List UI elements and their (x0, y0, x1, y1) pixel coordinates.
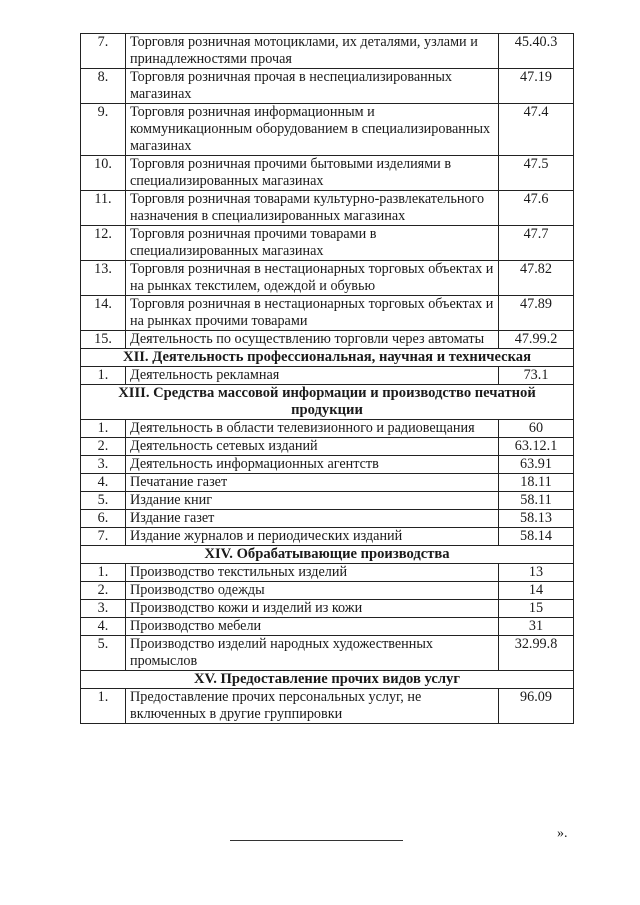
activity-name: Производство одежды (126, 582, 499, 600)
row-number: 1. (81, 420, 126, 438)
table-row (81, 261, 574, 296)
table-row (81, 456, 574, 474)
table-row (81, 69, 574, 104)
activity-name: Деятельность рекламная (126, 367, 499, 385)
section-header-row (81, 385, 574, 420)
activity-name: Торговля розничная в нестационарных торговых объектах и на рынках текстилем, одеждой и обувью (126, 261, 499, 296)
activity-name: Производство мебели (126, 618, 499, 636)
table-row (81, 564, 574, 582)
section-title: XV. Предоставление прочих видов услуг (81, 671, 574, 689)
row-number: 15. (81, 331, 126, 349)
row-number: 3. (81, 456, 126, 474)
table-row (81, 528, 574, 546)
table-row (81, 226, 574, 261)
okved-code: 58.13 (499, 510, 574, 528)
row-number: 14. (81, 296, 126, 331)
table-row (81, 600, 574, 618)
row-number: 4. (81, 474, 126, 492)
okved-code: 13 (499, 564, 574, 582)
table-row (81, 582, 574, 600)
okved-code: 47.89 (499, 296, 574, 331)
okved-code: 63.12.1 (499, 438, 574, 456)
row-number: 13. (81, 261, 126, 296)
okved-code: 45.40.3 (499, 34, 574, 69)
activity-name: Печатание газет (126, 474, 499, 492)
table-row (81, 689, 574, 724)
row-number: 9. (81, 104, 126, 156)
okved-code: 96.09 (499, 689, 574, 724)
okved-code: 58.14 (499, 528, 574, 546)
activity-name: Деятельность в области телевизионного и радиовещания (126, 420, 499, 438)
okved-code: 47.5 (499, 156, 574, 191)
activity-name: Издание книг (126, 492, 499, 510)
table-row (81, 34, 574, 69)
table-row (81, 367, 574, 385)
row-number: 11. (81, 191, 126, 226)
activity-name: Торговля розничная мотоциклами, их деталями, узлами и принадлежностями прочая (126, 34, 499, 69)
closing-quote: ». (557, 826, 568, 841)
row-number: 2. (81, 438, 126, 456)
table-row (81, 636, 574, 671)
row-number: 2. (81, 582, 126, 600)
okved-code: 31 (499, 618, 574, 636)
okved-code: 58.11 (499, 492, 574, 510)
okved-code: 47.82 (499, 261, 574, 296)
separator-line (230, 840, 403, 841)
section-header-row (81, 546, 574, 564)
row-number: 1. (81, 367, 126, 385)
row-number: 12. (81, 226, 126, 261)
okved-code: 47.6 (499, 191, 574, 226)
table-row (81, 474, 574, 492)
table-row (81, 420, 574, 438)
row-number: 6. (81, 510, 126, 528)
row-number: 7. (81, 528, 126, 546)
classifier-table (80, 33, 574, 724)
activity-name: Торговля розничная товарами культурно-развлекательного назначения в специализированных магазинах (126, 191, 499, 226)
okved-code: 18.11 (499, 474, 574, 492)
section-header-row (81, 671, 574, 689)
table-row (81, 191, 574, 226)
activity-name: Торговля розничная прочими бытовыми изделиями в специализированных магазинах (126, 156, 499, 191)
table-row (81, 104, 574, 156)
row-number: 4. (81, 618, 126, 636)
table-row (81, 296, 574, 331)
row-number: 10. (81, 156, 126, 191)
activity-name: Деятельность сетевых изданий (126, 438, 499, 456)
section-title: XIII. Средства массовой информации и производство печатной продукции (81, 385, 574, 420)
activity-name: Торговля розничная информационным и коммуникационным оборудованием в специализированных магазинах (126, 104, 499, 156)
okved-code: 47.7 (499, 226, 574, 261)
okved-code: 63.91 (499, 456, 574, 474)
okved-code: 14 (499, 582, 574, 600)
activity-name: Издание журналов и периодических изданий (126, 528, 499, 546)
okved-code: 73.1 (499, 367, 574, 385)
row-number: 5. (81, 636, 126, 671)
okved-code: 32.99.8 (499, 636, 574, 671)
row-number: 8. (81, 69, 126, 104)
activity-name: Деятельность по осуществлению торговли через автоматы (126, 331, 499, 349)
row-number: 3. (81, 600, 126, 618)
section-title: XIV. Обрабатывающие производства (81, 546, 574, 564)
okved-code: 15 (499, 600, 574, 618)
section-title: XII. Деятельность профессиональная, научная и техническая (81, 349, 574, 367)
activity-name: Предоставление прочих персональных услуг, не включенных в другие группировки (126, 689, 499, 724)
activity-name: Производство кожи и изделий из кожи (126, 600, 499, 618)
activity-name: Торговля розничная прочая в неспециализированных магазинах (126, 69, 499, 104)
activity-name: Издание газет (126, 510, 499, 528)
okved-code: 47.4 (499, 104, 574, 156)
activity-name: Производство текстильных изделий (126, 564, 499, 582)
row-number: 1. (81, 564, 126, 582)
activity-name: Торговля розничная прочими товарами в специализированных магазинах (126, 226, 499, 261)
okved-code: 60 (499, 420, 574, 438)
table-row (81, 618, 574, 636)
row-number: 1. (81, 689, 126, 724)
row-number: 5. (81, 492, 126, 510)
activity-name: Производство изделий народных художественных промыслов (126, 636, 499, 671)
row-number: 7. (81, 34, 126, 69)
table-row (81, 156, 574, 191)
activity-name: Торговля розничная в нестационарных торговых объектах и на рынках прочими товарами (126, 296, 499, 331)
table-row (81, 438, 574, 456)
table-row (81, 510, 574, 528)
okved-code: 47.99.2 (499, 331, 574, 349)
table-row (81, 492, 574, 510)
okved-code: 47.19 (499, 69, 574, 104)
section-header-row (81, 349, 574, 367)
classifier-table-body (81, 34, 574, 724)
table-row (81, 331, 574, 349)
activity-name: Деятельность информационных агентств (126, 456, 499, 474)
